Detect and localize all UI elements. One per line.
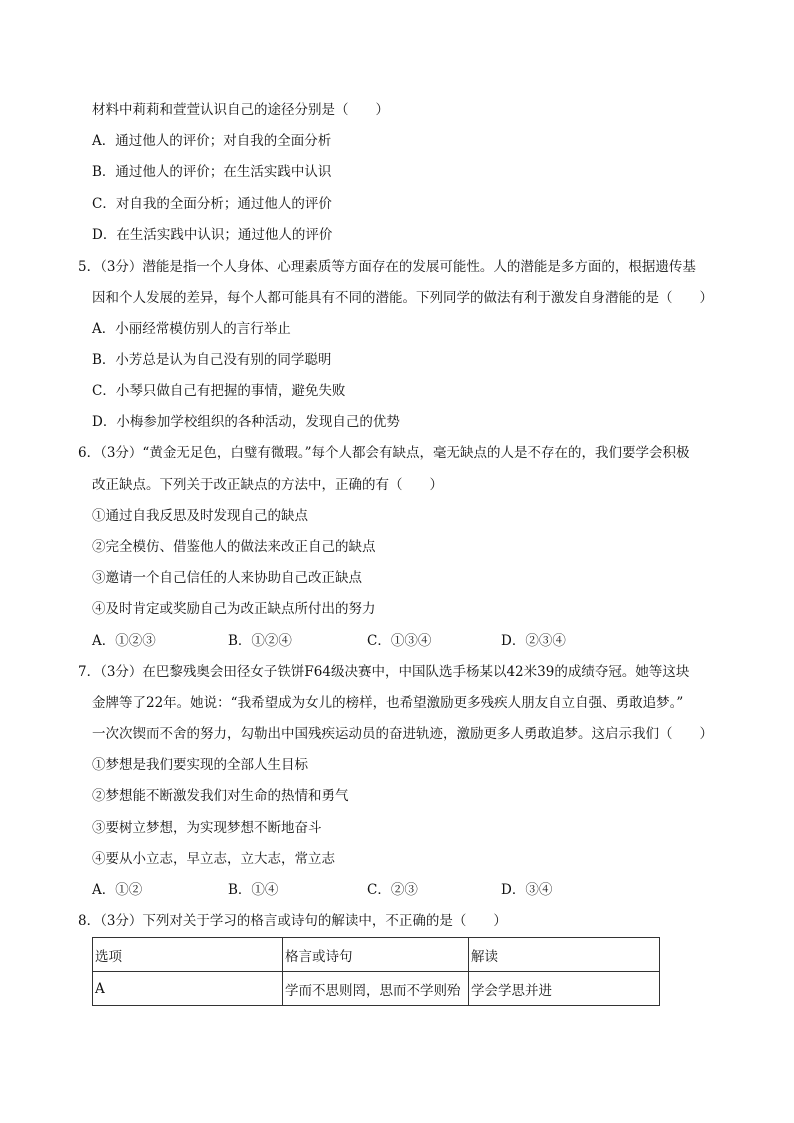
q5-option-c: C．小琴只做自己有把握的事情，避免失败 [92,383,346,399]
q5-option-b: B．小芳总是认为自己没有别的同学聪明 [92,352,332,368]
q7-stem-line-3: 一次次锲而不舍的努力，勾勒出中国残疾运动员的奋进轨迹，激励更多人勇敢追梦。这启示我们（ ） [92,726,713,742]
q4-option-a: A．通过他人的评价；对自我的全面分析 [92,133,332,149]
q6-item-3: ③邀请一个自己信任的人来协助自己改正缺点 [92,570,362,586]
q7-item-3: ③要树立梦想，为实现梦想不断地奋斗 [92,820,322,836]
q7-option-c: C．②③ [367,882,418,898]
table-cell: 学而不思则罔，思而不学则殆 [283,972,469,1006]
table-header-cell: 选项 [93,938,283,972]
q6-stem-line-1: 6．（3分）“黄金无足色，白璧有微瑕。”每个人都会有缺点，毫无缺点的人是不存在的，我们要学会积极 [78,445,690,461]
q7-item-2: ②梦想能不断激发我们对生命的热情和勇气 [92,788,349,804]
q4-stem: 材料中莉莉和萱萱认识自己的途径分别是（ ） [92,102,389,118]
q8-table [92,937,660,1006]
q7-stem-line-2: 金牌等了22年。她说：“我希望成为女儿的榜样，也希望激励更多残疾人朋友自立自强、勇敢追梦。” [92,695,684,711]
q4-option-c: C．对自我的全面分析；通过他人的评价 [92,196,332,212]
q6-option-a: A．①②③ [92,633,156,649]
q7-option-d: D．③④ [501,882,553,898]
q7-option-a: A．①② [92,882,143,898]
q6-item-1: ①通过自我反思及时发现自己的缺点 [92,508,308,524]
q8-stem: 8．（3分）下列对关于学习的格言或诗句的解读中，不正确的是（ ） [78,913,507,929]
q6-option-b: B．①②④ [228,633,292,649]
q6-stem-line-2: 改正缺点。下列关于改正缺点的方法中，正确的有（ ） [92,477,443,493]
q5-option-d: D．小梅参加学校组织的各种活动，发现自己的优势 [92,414,400,430]
q5-option-a: A．小丽经常模仿别人的言行举止 [92,321,291,337]
q6-item-4: ④及时肯定或奖励自己为改正缺点所付出的努力 [92,601,376,617]
table-row [93,972,660,1006]
table-header-row [93,938,660,972]
q5-stem-line-1: 5．（3分）潜能是指一个人身体、心理素质等方面存在的发展可能性。人的潜能是多方面的，根据遗传基 [78,259,696,275]
q5-stem-line-2: 因和个人发展的差异，每个人都可能具有不同的潜能。下列同学的做法有利于激发自身潜能的是（ ） [92,290,713,306]
table-cell: A [93,972,283,1006]
q7-option-b: B．①④ [228,882,279,898]
q6-option-d: D．②③④ [501,633,566,649]
table-header-cell: 格言或诗句 [283,938,469,972]
q4-option-b: B．通过他人的评价；在生活实践中认识 [92,164,332,180]
q7-stem-line-1: 7．（3分）在巴黎残奥会田径女子铁饼F64级决赛中，中国队选手杨某以42米39的成绩夺冠。她等这块 [78,664,690,680]
q6-option-c: C．①③④ [367,633,432,649]
q7-item-4: ④要从小立志，早立志，立大志，常立志 [92,851,335,867]
q7-item-1: ①梦想是我们要实现的全部人生目标 [92,757,308,773]
q4-option-d: D．在生活实践中认识；通过他人的评价 [92,227,333,243]
table-cell: 学会学思并进 [469,972,660,1006]
q6-item-2: ②完全模仿、借鉴他人的做法来改正自己的缺点 [92,539,376,555]
table-header-cell: 解读 [469,938,660,972]
